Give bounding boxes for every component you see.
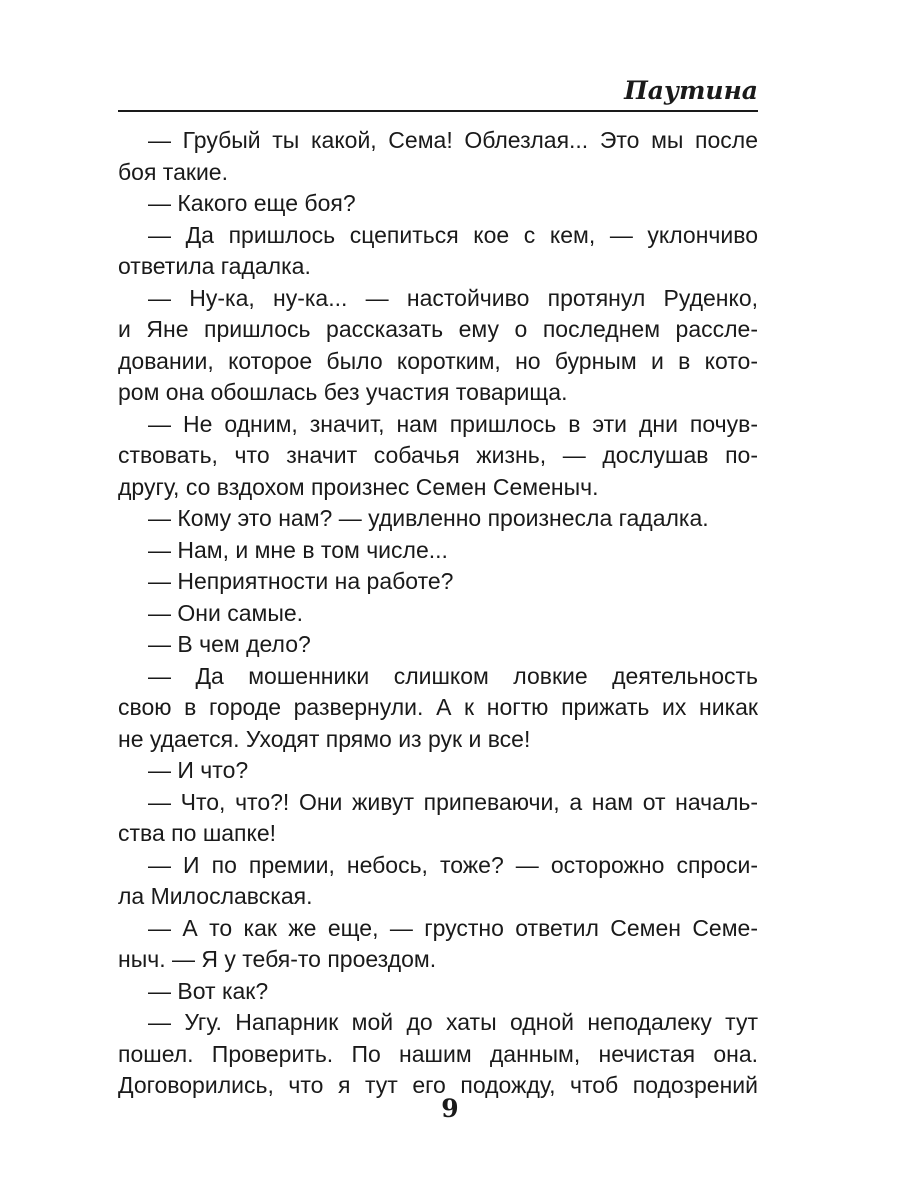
text-line: — Угу. Напарник мой до хаты одной неподалеку тут xyxy=(148,1009,758,1035)
text-line: ныч. — Я у тебя-то проездом. xyxy=(118,946,437,972)
text-line: не удается. Уходят прямо из рук и все! xyxy=(118,725,531,752)
text-line: — Грубый ты какой, Сема! Облезлая... Это мы после xyxy=(148,127,758,153)
header-rule xyxy=(118,110,758,112)
text-line: ла Милославская. xyxy=(118,883,313,909)
text-line: — И по премии, небось, тоже? — осторожно спроси- xyxy=(148,851,758,878)
text-line: — Неприятности на работе? xyxy=(148,568,454,594)
body-text xyxy=(118,125,758,1102)
text-line: другу, со вздохом произнес Семен Семеныч. xyxy=(118,473,599,500)
text-line: ром она обошлась без участия товарища. xyxy=(118,379,568,405)
running-head: Паутина xyxy=(624,76,758,105)
text-line: — Да мошенники слишком ловкие деятельность xyxy=(148,662,758,689)
text-line: — В чем дело? xyxy=(148,631,311,657)
page-number: 9 xyxy=(441,1094,459,1123)
text-line: ствовать, что значит собачья жизнь, — дослушав по- xyxy=(118,442,758,468)
text-line: — Вот как? xyxy=(148,977,269,1004)
text-line: — Ну-ка, ну-ка... — настойчиво протянул Руденко, xyxy=(148,284,758,311)
text-line: ответила гадалка. xyxy=(118,253,311,279)
text-line: боя такие. xyxy=(118,158,228,185)
text-line: — Да пришлось сцепиться кое с кем, — уклончиво xyxy=(148,221,758,248)
text-line: — Не одним, значит, нам пришлось в эти дни почув- xyxy=(148,410,758,437)
text-line: и Яне пришлось рассказать ему о последнем рассле- xyxy=(118,316,758,342)
text-line: пошел. Проверить. По нашим данным, нечистая она. xyxy=(118,1040,758,1067)
text-line: — Какого еще боя? xyxy=(148,190,356,216)
text-line: — Нам, и мне в том числе... xyxy=(148,536,448,563)
text-line: — Что, что?! Они живут припеваючи, а нам от началь- xyxy=(148,788,758,815)
text-line: свою в городе развернули. А к ногтю прижать их никак xyxy=(118,694,758,720)
text-line: — И что? xyxy=(148,757,249,783)
text-line: — А то как же еще, — грустно ответил Семен Семе- xyxy=(148,914,758,941)
text-line: — Они самые. xyxy=(148,599,304,626)
text-line: Договорились, что я тут его подожду, чтоб подозрений xyxy=(118,1072,758,1098)
text-line: — Кому это нам? — удивленно произнесла гадалка. xyxy=(148,505,709,531)
text-line: довании, которое было коротким, но бурным и в кото- xyxy=(118,347,758,374)
text-line: ства по шапке! xyxy=(118,820,277,846)
